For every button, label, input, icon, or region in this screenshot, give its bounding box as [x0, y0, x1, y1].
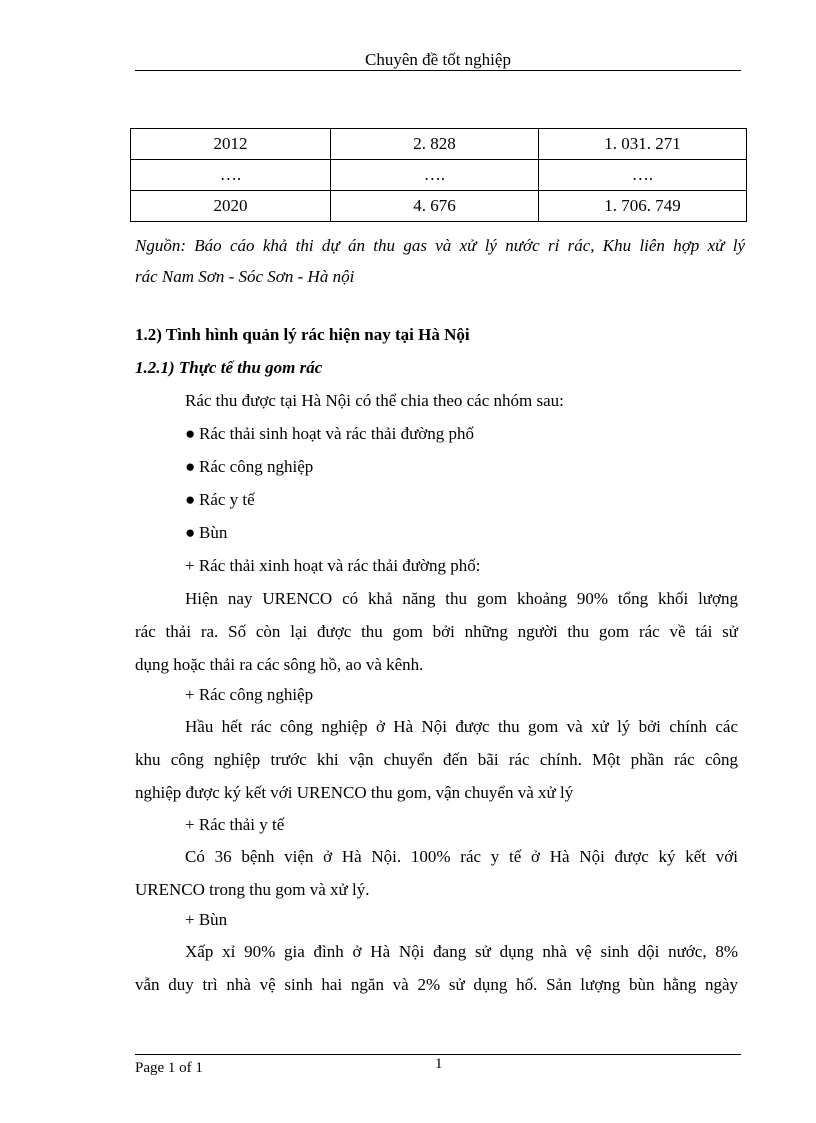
table-cell: 2. 828 — [331, 129, 539, 160]
bullet-icon: ● — [185, 424, 196, 443]
table-cell: 4. 676 — [331, 191, 539, 222]
bullet-icon: ● — [185, 523, 196, 542]
subsection-title: + Rác công nghiệp — [185, 685, 314, 704]
bullet-icon: ● — [185, 457, 196, 476]
table-cell: 2020 — [131, 191, 331, 222]
table-cell: 2012 — [131, 129, 331, 160]
table-cell: …. — [539, 160, 747, 191]
paragraph-line: Xấp xỉ 90% gia đình ở Hà Nội đang sử dụng nhà vệ sinh dội nước, 8% — [185, 942, 738, 961]
list-item: ● Rác thải sinh hoạt và rác thải đường phố — [185, 424, 475, 443]
section-subheading: 1.2.1) Thực tế thu gom rác — [135, 358, 323, 377]
subsection-title: + Rác thải xinh hoạt và rác thải đường phố: — [185, 556, 481, 575]
table-cell: 1. 031. 271 — [539, 129, 747, 160]
list-item: ● Rác công nghiệp — [185, 457, 314, 476]
table-cell: 1. 706. 749 — [539, 191, 747, 222]
page-header — [135, 40, 741, 71]
list-item: ● Bùn — [185, 523, 228, 542]
paragraph-line: nghiệp được ký kết với URENCO thu gom, vận chuyển và xử lý — [135, 783, 574, 802]
paragraph-line: dụng hoặc thải ra các sông hồ, ao và kênh. — [135, 655, 424, 674]
section-heading: 1.2) Tình hình quản lý rác hiện nay tại Hà Nội — [135, 325, 470, 344]
intro-text: Rác thu được tại Hà Nội có thể chia theo các nhóm sau: — [185, 391, 564, 410]
paragraph-line: Hiện nay URENCO có khả năng thu gom khoảng 90% tổng khối lượng — [185, 589, 738, 608]
table-row — [131, 160, 747, 191]
data-table — [130, 128, 747, 222]
source-line-1: Nguồn: Báo cáo khả thi dự án thu gas và xử lý nước rỉ rác, Khu liên hợp xử lý — [135, 236, 745, 255]
bullet-icon: ● — [185, 490, 196, 509]
table-row — [131, 129, 747, 160]
footer-page-label: Page 1 of 1 — [135, 1060, 203, 1076]
paragraph-line: URENCO trong thu gom và xử lý. — [135, 880, 370, 899]
paragraph-line: Hầu hết rác công nghiệp ở Hà Nội được thu gom và xử lý bởi chính các — [185, 717, 738, 736]
footer-page-number: 1 — [435, 1056, 443, 1072]
list-item: ● Rác y tế — [185, 490, 255, 509]
page-footer — [135, 1054, 741, 1076]
subsection-title: + Rác thải y tế — [185, 815, 285, 834]
source-line-2: rác Nam Sơn - Sóc Sơn - Hà nội — [135, 267, 355, 286]
source-note — [135, 230, 745, 292]
paragraph-line: Có 36 bệnh viện ở Hà Nội. 100% rác y tế ở Hà Nội được ký kết với — [185, 847, 738, 866]
table-cell: …. — [131, 160, 331, 191]
subsection-title: + Bùn — [185, 910, 228, 929]
paragraph-line: khu công nghiệp trước khi vận chuyển đến bãi rác chính. Một phần rác công — [135, 750, 738, 769]
paragraph-line: rác thải ra. Số còn lại được thu gom bởi những người thu gom rác về tái sử — [135, 622, 738, 641]
table-cell: …. — [331, 160, 539, 191]
paragraph-line: vẫn duy trì nhà vệ sinh hai ngăn và 2% sử dụng hố. Sản lượng bùn hằng ngày — [135, 975, 738, 994]
header-title: Chuyên đề tốt nghiệp — [365, 50, 511, 69]
table-row — [131, 191, 747, 222]
